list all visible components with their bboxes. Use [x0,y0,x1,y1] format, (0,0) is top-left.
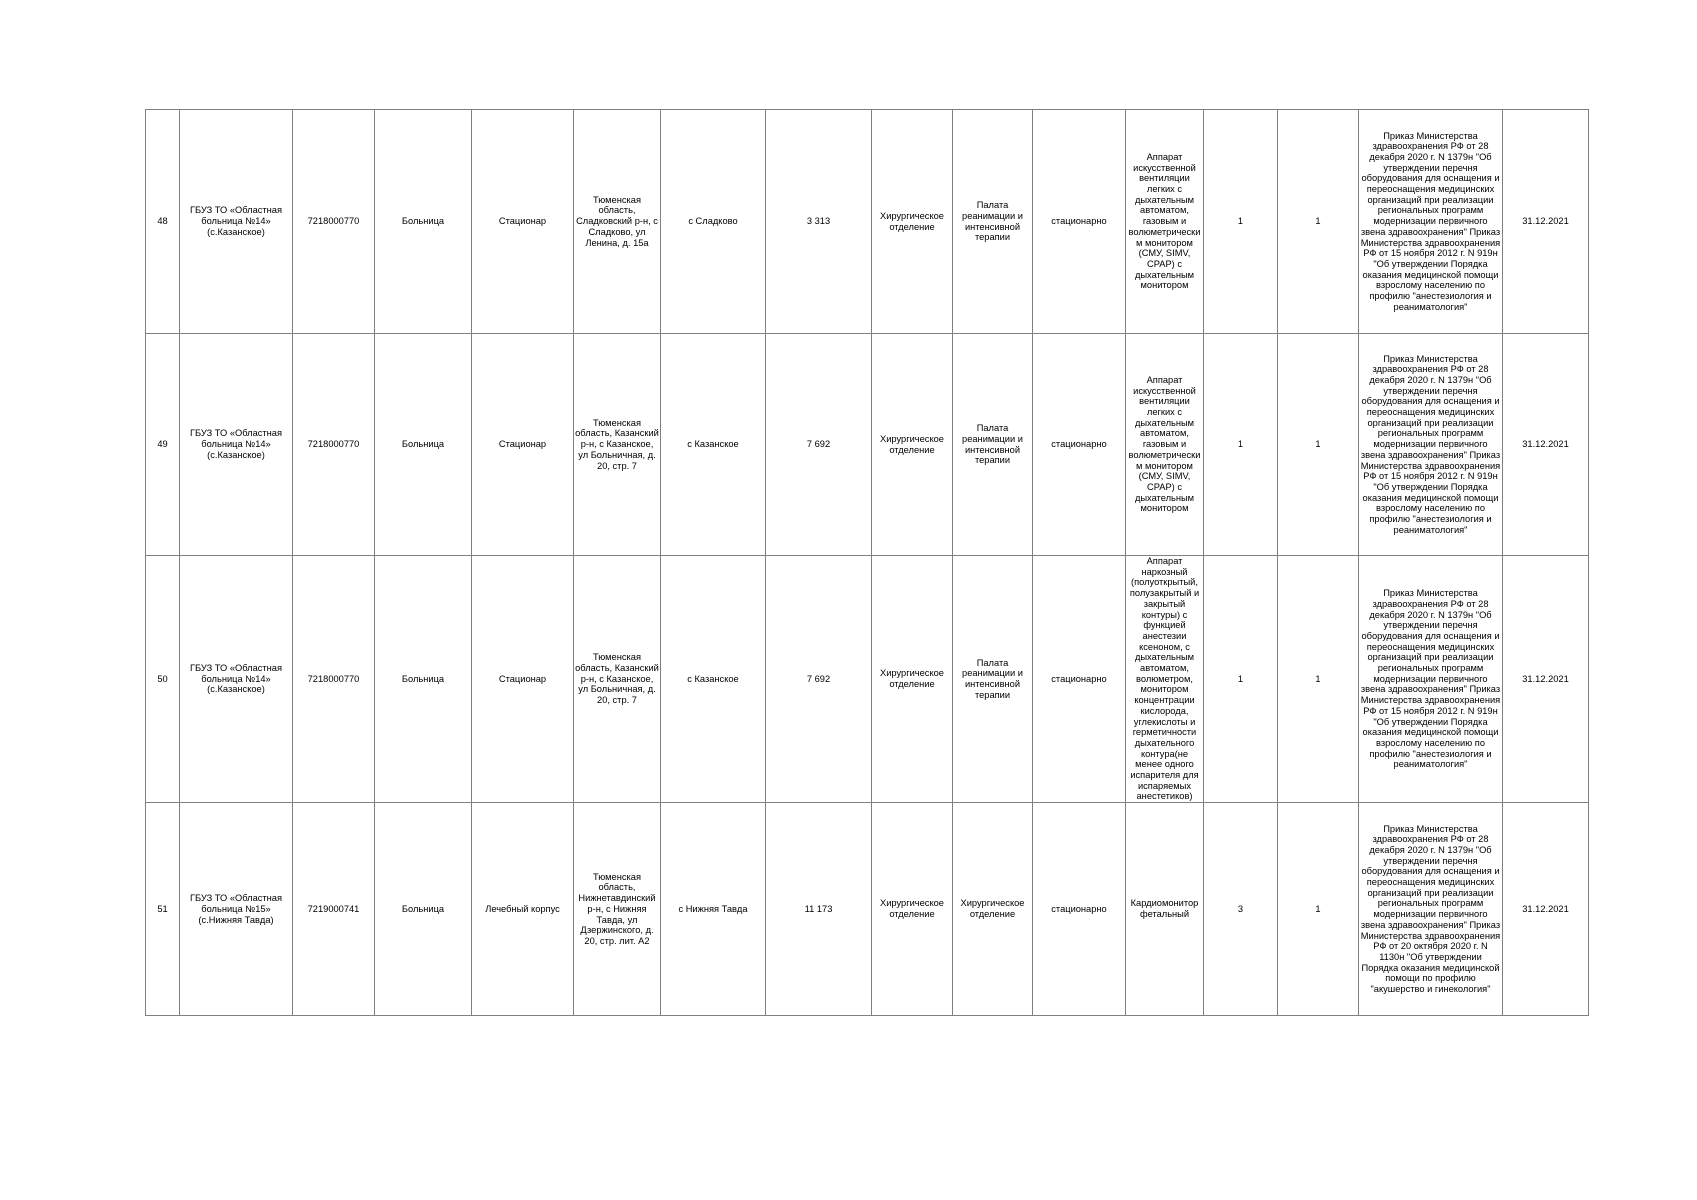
locality: с Сладково [661,110,766,334]
population: 7 692 [766,556,872,803]
care-form: стационарно [1033,334,1126,556]
locality: с Нижняя Тавда [661,803,766,1016]
population: 3 313 [766,110,872,334]
regulatory-basis: Приказ Министерства здравоохранения РФ от 28 декабря 2020 г. N 1379н "Об утверждении перечня оборудования для оснащения и переоснащения медицинских организаций при реализации региональных программ модернизации первичного звена здравоохранения" Приказ Министерства здравоохранения РФ от 20 октября 2020 г. N 1130н "Об утверждении Порядка оказания медицинской помощи по профилю "акушерство и гинекология" [1359,803,1503,1016]
unit: Палата реанимации и интенсивной терапии [953,110,1033,334]
department: Хирургическое отделение [872,334,953,556]
quantity-a: 1 [1204,110,1278,334]
quantity-b: 1 [1278,803,1359,1016]
table-row [146,334,1589,556]
building-type: Стационар [472,334,574,556]
row-number: 48 [146,110,180,334]
table-row [146,556,1589,803]
facility-type: Больница [375,803,472,1016]
regulatory-basis: Приказ Министерства здравоохранения РФ от 28 декабря 2020 г. N 1379н "Об утверждении перечня оборудования для оснащения и переоснащения медицинских организаций при реализации региональных программ модернизации первичного звена здравоохранения" Приказ Министерства здравоохранения РФ от 15 ноября 2012 г. N 919н "Об утверждении Порядка оказания медицинской помощи взрослому населению по профилю "анестезиология и реаниматология" [1359,556,1503,803]
deadline-date: 31.12.2021 [1503,556,1589,803]
equipment-name: Аппарат искусственной вентиляции легких с дыхательным автоматом, газовым и волюметрическим монитором (СМУ, SIMV, CPAP) с дыхательным монитором [1126,334,1204,556]
deadline-date: 31.12.2021 [1503,334,1589,556]
table-row [146,110,1589,334]
building-type: Стационар [472,110,574,334]
address: Тюменская область, Сладковский р-н, с Сладково, ул Ленина, д. 15а [574,110,661,334]
care-form: стационарно [1033,110,1126,334]
equipment-table [145,109,1589,1016]
care-form: стационарно [1033,803,1126,1016]
quantity-b: 1 [1278,334,1359,556]
unit: Хирургическое отделение [953,803,1033,1016]
inn-code: 7218000770 [293,334,375,556]
unit: Палата реанимации и интенсивной терапии [953,334,1033,556]
regulatory-basis: Приказ Министерства здравоохранения РФ от 28 декабря 2020 г. N 1379н "Об утверждении перечня оборудования для оснащения и переоснащения медицинских организаций при реализации региональных программ модернизации первичного звена здравоохранения" Приказ Министерства здравоохранения РФ от 15 ноября 2012 г. N 919н "Об утверждении Порядка оказания медицинской помощи взрослому населению по профилю "анестезиология и реаниматология" [1359,334,1503,556]
quantity-b: 1 [1278,110,1359,334]
deadline-date: 31.12.2021 [1503,110,1589,334]
equipment-name: Аппарат наркозный (полуоткрытый, полузакрытый и закрытый контуры) с функцией анестезии ксеноном, с дыхательным автоматом, волюметром, монитором концентрации кислорода, углекислоты и герметичности дыхательного контура(не менее одного испарителя для испаряемых анестетиков) [1126,556,1204,803]
unit: Палата реанимации и интенсивной терапии [953,556,1033,803]
population: 11 173 [766,803,872,1016]
regulatory-basis: Приказ Министерства здравоохранения РФ от 28 декабря 2020 г. N 1379н "Об утверждении перечня оборудования для оснащения и переоснащения медицинских организаций при реализации региональных программ модернизации первичного звена здравоохранения" Приказ Министерства здравоохранения РФ от 15 ноября 2012 г. N 919н "Об утверждении Порядка оказания медицинской помощи взрослому населению по профилю "анестезиология и реаниматология" [1359,110,1503,334]
equipment-name: Аппарат искусственной вентиляции легких с дыхательным автоматом, газовым и волюметрическим монитором (СМУ, SIMV, CPAP) с дыхательным монитором [1126,110,1204,334]
table-row [146,803,1589,1016]
row-number: 51 [146,803,180,1016]
population: 7 692 [766,334,872,556]
address: Тюменская область, Казанский р-н, с Казанское, ул Больничная, д. 20, стр. 7 [574,556,661,803]
organization-name: ГБУЗ ТО «Областная больница №14» (с.Казанское) [180,334,293,556]
deadline-date: 31.12.2021 [1503,803,1589,1016]
quantity-a: 1 [1204,334,1278,556]
facility-type: Больница [375,556,472,803]
locality: с Казанское [661,556,766,803]
locality: с Казанское [661,334,766,556]
care-form: стационарно [1033,556,1126,803]
row-number: 49 [146,334,180,556]
department: Хирургическое отделение [872,803,953,1016]
organization-name: ГБУЗ ТО «Областная больница №14» (с.Казанское) [180,110,293,334]
organization-name: ГБУЗ ТО «Областная больница №14» (с.Казанское) [180,556,293,803]
row-number: 50 [146,556,180,803]
department: Хирургическое отделение [872,110,953,334]
quantity-a: 3 [1204,803,1278,1016]
facility-type: Больница [375,334,472,556]
organization-name: ГБУЗ ТО «Областная больница №15» (с.Нижняя Тавда) [180,803,293,1016]
address: Тюменская область, Нижнетавдинский р-н, с Нижняя Тавда, ул Дзержинского, д. 20, стр. лит. А2 [574,803,661,1016]
inn-code: 7219000741 [293,803,375,1016]
address: Тюменская область, Казанский р-н, с Казанское, ул Больничная, д. 20, стр. 7 [574,334,661,556]
inn-code: 7218000770 [293,556,375,803]
quantity-a: 1 [1204,556,1278,803]
building-type: Стационар [472,556,574,803]
facility-type: Больница [375,110,472,334]
quantity-b: 1 [1278,556,1359,803]
equipment-name: Кардиомонитор фетальный [1126,803,1204,1016]
department: Хирургическое отделение [872,556,953,803]
inn-code: 7218000770 [293,110,375,334]
building-type: Лечебный корпус [472,803,574,1016]
